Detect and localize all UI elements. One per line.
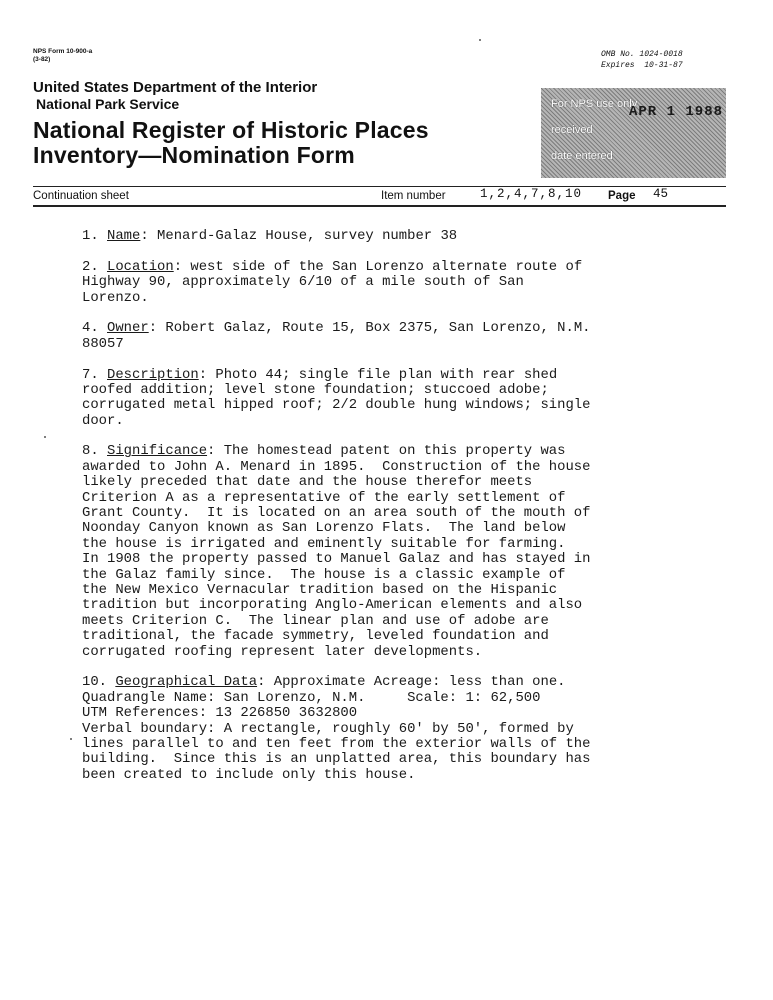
scan-speck xyxy=(70,738,72,740)
section-heading: Name xyxy=(107,228,141,244)
text-line: Noonday Canyon known as San Lorenzo Flats. The land below xyxy=(82,520,566,537)
page-label: Page xyxy=(608,190,636,202)
section-heading: Significance xyxy=(107,443,208,460)
item-number-value: 1,2,4,7,8,10 xyxy=(480,187,583,201)
text-line: lines parallel to and ten feet from the exterior walls of the xyxy=(82,735,591,752)
nps-use-only-box xyxy=(541,88,726,178)
text-line: roofed addition; level stone foundation; stuccoed adobe; xyxy=(82,381,549,398)
text-line: In 1908 the property passed to Manuel Galaz and has stayed in xyxy=(82,551,591,568)
text-line xyxy=(82,321,591,336)
text-line: Highway 90, approximately 6/10 of a mile south of San xyxy=(82,274,524,291)
text-line: Grant County. It is located on an area south of the mouth of xyxy=(82,505,591,522)
header-divider-bottom xyxy=(33,205,726,207)
section-number: 7. xyxy=(82,366,108,383)
section-text: : The homestead patent on this property was xyxy=(207,443,566,460)
section-text: : Approximate Acreage: less than one. xyxy=(257,674,566,691)
text-line: the house is irrigated and eminently suitable for farming. xyxy=(82,535,566,552)
text-line: meets Criterion C. The linear plan and use of adobe are xyxy=(82,612,549,629)
section-text: : Robert Galaz, Route 15, Box 2375, San Lorenzo, N.M. xyxy=(148,320,591,337)
text-line: likely preceded that date and the house therefor meets xyxy=(82,474,533,491)
omb-number: OMB No. 1024-0018 xyxy=(601,50,683,59)
text-line xyxy=(82,444,591,459)
section-significance xyxy=(82,444,591,659)
text-line: awarded to John A. Menard in 1895. Construction of the house xyxy=(82,458,591,475)
section-number: 4. xyxy=(82,320,108,337)
text-line: been created to include only this house. xyxy=(82,766,416,783)
text-line: traditional, the facade symmetry, leveled foundation and xyxy=(82,628,549,645)
text-line: Criterion A as a representative of the early settlement of xyxy=(82,489,566,506)
text-line: 88057 xyxy=(82,335,124,352)
nomination-body-text xyxy=(82,229,591,798)
text-line: corrugated roofing represent later developments. xyxy=(82,643,483,660)
text-line: corrugated metal hipped roof; 2/2 double hung windows; single xyxy=(82,397,591,414)
form-identifier xyxy=(33,48,92,64)
page-number-value: 45 xyxy=(653,187,669,201)
text-line: door. xyxy=(82,412,124,429)
text-line: Verbal boundary: A rectangle, roughly 60' by 50', formed by xyxy=(82,720,574,737)
section-heading: Description xyxy=(107,366,199,383)
form-revision: (3-82) xyxy=(33,56,51,63)
item-number-label: Item number xyxy=(381,190,446,202)
continuation-sheet-label: Continuation sheet xyxy=(33,190,129,202)
text-line xyxy=(82,368,591,383)
omb-number-block xyxy=(601,49,683,71)
text-line xyxy=(82,260,591,275)
text-line: tradition but incorporating Anglo-American elements and also xyxy=(82,597,583,614)
omb-expiration: Expires 10-31-87 xyxy=(601,61,683,70)
section-heading: Geographical Data xyxy=(115,674,258,691)
date-entered-label: date entered xyxy=(551,150,613,162)
text-line: Lorenzo. xyxy=(82,289,149,306)
text-line: building. Since this is an unplatted area, this boundary has xyxy=(82,751,591,768)
section-name xyxy=(82,229,591,244)
header-divider-top xyxy=(33,186,726,187)
scan-speck xyxy=(44,436,46,438)
section-number: 1. xyxy=(82,228,108,244)
text-line xyxy=(82,229,591,244)
form-title-line-1: National Register of Historic Places xyxy=(33,117,429,143)
received-date-stamp: APR 1 1988 xyxy=(629,104,724,120)
text-line: the New Mexico Vernacular tradition based on the Hispanic xyxy=(82,581,558,598)
agency-name: National Park Service xyxy=(36,96,180,112)
section-number: 2. xyxy=(82,258,108,275)
section-heading: Owner xyxy=(107,320,149,337)
text-line: the Galaz family since. The house is a classic example of xyxy=(82,566,566,583)
section-text: : Photo 44; single file plan with rear shed xyxy=(198,366,558,383)
scan-speck xyxy=(479,39,481,41)
section-number: 10. xyxy=(82,674,116,691)
form-title-line-2: Inventory—Nomination Form xyxy=(33,142,355,168)
department-name: United States Department of the Interior xyxy=(33,79,318,96)
section-text: : Menard-Galaz House, survey number 38 xyxy=(140,228,458,244)
form-number: NPS Form 10-900-a xyxy=(33,48,93,55)
text-line: UTM References: 13 226850 3632800 xyxy=(82,705,358,722)
section-text: : west side of the San Lorenzo alternate route of xyxy=(173,258,583,275)
section-location xyxy=(82,260,591,306)
section-heading: Location xyxy=(107,258,174,275)
nps-use-only-label: For NPS use only xyxy=(551,98,638,110)
section-number: 8. xyxy=(82,443,108,460)
text-line xyxy=(82,675,591,690)
section-description xyxy=(82,368,591,430)
section-geographical-data xyxy=(82,675,591,783)
section-owner xyxy=(82,321,591,352)
received-label: received xyxy=(551,124,593,136)
text-line: Quadrangle Name: San Lorenzo, N.M. Scale: 1: 62,500 xyxy=(82,689,541,706)
